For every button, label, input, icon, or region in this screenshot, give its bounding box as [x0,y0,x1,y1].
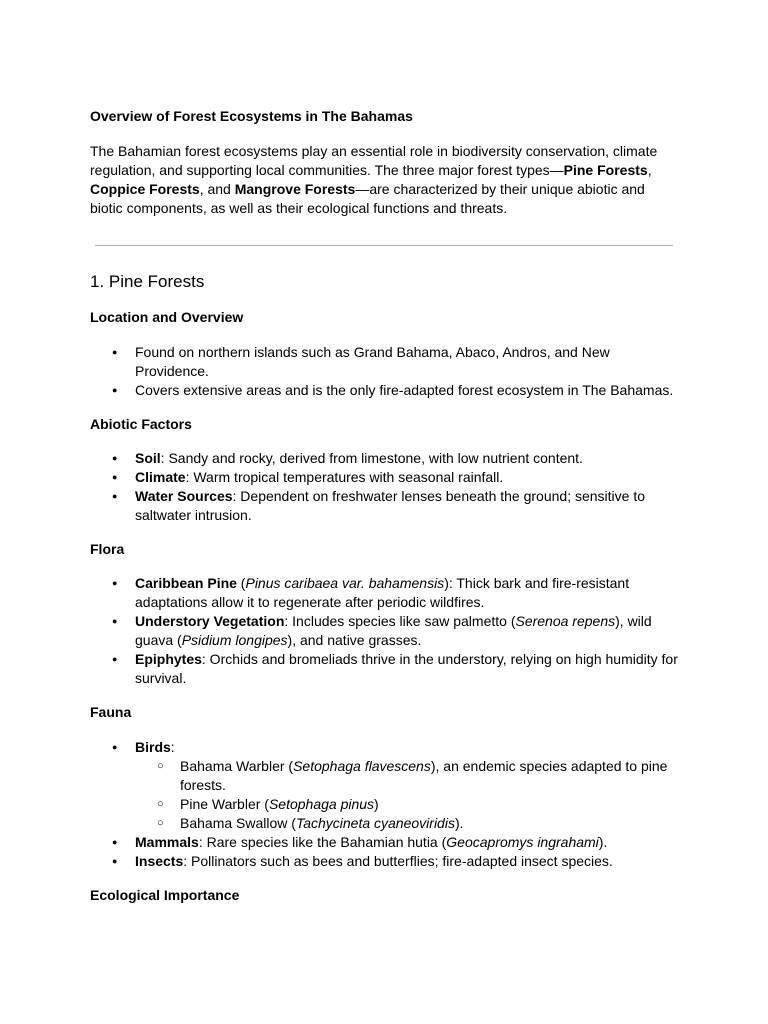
list-item [90,487,680,525]
item-text: : Sandy and rocky, derived from limestone, with low nutrient content. [160,450,583,466]
item-text: : Orchids and bromeliads thrive in the understory, relying on high humidity for survival. [135,651,678,686]
term-understory-vegetation: Understory Vegetation [135,613,285,629]
list-item [90,574,680,612]
intro-bold-pine: Pine Forests [563,162,648,178]
term-climate: Climate [135,469,186,485]
item-text: ). [454,815,464,831]
item-text: Bahama Warbler ( [180,758,294,774]
list-item [90,612,680,650]
scientific-name: Psidium longipes [181,632,288,648]
item-text: Pine Warbler ( [180,796,269,812]
item-text: : Includes species like saw palmetto ( [284,613,516,629]
item-text: ( [236,575,246,591]
subheading-abiotic: Abiotic Factors [90,416,192,432]
list-item [90,833,680,852]
scientific-name: Pinus caribaea var. bahamensis [245,575,445,591]
intro-bold-coppice: Coppice Forests [90,181,200,197]
list-item: ● Covers extensive areas and is the only fire-adapted forest ecosystem in The Bahamas. [90,381,680,400]
intro-text: —are characterized by their unique abiotic and biotic components, as well as their ecological functions and threats. [90,181,645,216]
item-text: ) [374,796,379,812]
section-heading-pine-forests: 1. Pine Forests [90,272,205,291]
term-epiphytes: Epiphytes [135,651,202,667]
term-caribbean-pine: Caribbean Pine [135,575,237,591]
subheading-fauna: Fauna [90,704,132,720]
list-item [90,738,680,833]
item-text: : Rare species like the Bahamian hutia ( [198,834,447,850]
scientific-name: Serenoa repens [515,613,616,629]
sublist-item [135,757,680,795]
location-list [90,343,680,400]
item-text: ). [598,834,608,850]
item-text: : Warm tropical temperatures with seasonal rainfall. [185,469,504,485]
scientific-name: Setophaga pinus [268,796,375,812]
intro-paragraph [90,142,680,218]
subheading-ecological-importance: Ecological Importance [90,887,240,903]
birds-sublist [135,757,680,833]
item-text: Bahama Swallow ( [180,815,296,831]
sublist-item [135,795,680,814]
list-item [90,449,680,468]
item-text: : Dependent on freshwater lenses beneath the ground; sensitive to saltwater intrusion. [135,488,646,523]
horizontal-divider [95,245,673,246]
list-item [90,650,680,688]
document-body [90,107,680,905]
subheading-location: Location and Overview [90,309,244,325]
flora-list [90,574,680,688]
item-text: : [170,739,175,755]
intro-text: The Bahamian forest ecosystems play an essential role in biodiversity conservation, climate regulation, and supporting local communities. The three major forest types— [90,143,658,178]
list-item [90,468,680,487]
term-water-sources: Water Sources [135,488,233,504]
scientific-name: Tachycineta cyaneoviridis [295,815,455,831]
intro-text: , [647,162,652,178]
term-soil: Soil [135,450,161,466]
scientific-name: Setophaga flavescens [293,758,431,774]
intro-text: , and [199,181,235,197]
term-mammals: Mammals [135,834,199,850]
item-text: : Pollinators such as bees and butterflies; fire-adapted insect species. [183,853,613,869]
term-birds: Birds [135,739,171,755]
item-text: ): Thick bark and fire-resistant adaptations allow it to regenerate after periodic wildfires. [135,575,630,610]
sublist-item [135,814,680,833]
list-item [90,852,680,871]
document-title: Overview of Forest Ecosystems in The Bahamas [90,108,413,124]
item-text: ), and native grasses. [287,632,422,648]
intro-bold-mangrove: Mangrove Forests [234,181,356,197]
term-insects: Insects [135,853,184,869]
abiotic-list [90,449,680,525]
scientific-name: Geocapromys ingrahami [446,834,599,850]
fauna-list [90,738,680,871]
item-text: ), an endemic species adapted to pine forests. [180,758,668,793]
list-item: ● Found on northern islands such as Grand Bahama, Abaco, Andros, and New Providence. [90,343,680,381]
subheading-flora: Flora [90,541,125,557]
item-text: ), wild guava ( [135,613,652,648]
